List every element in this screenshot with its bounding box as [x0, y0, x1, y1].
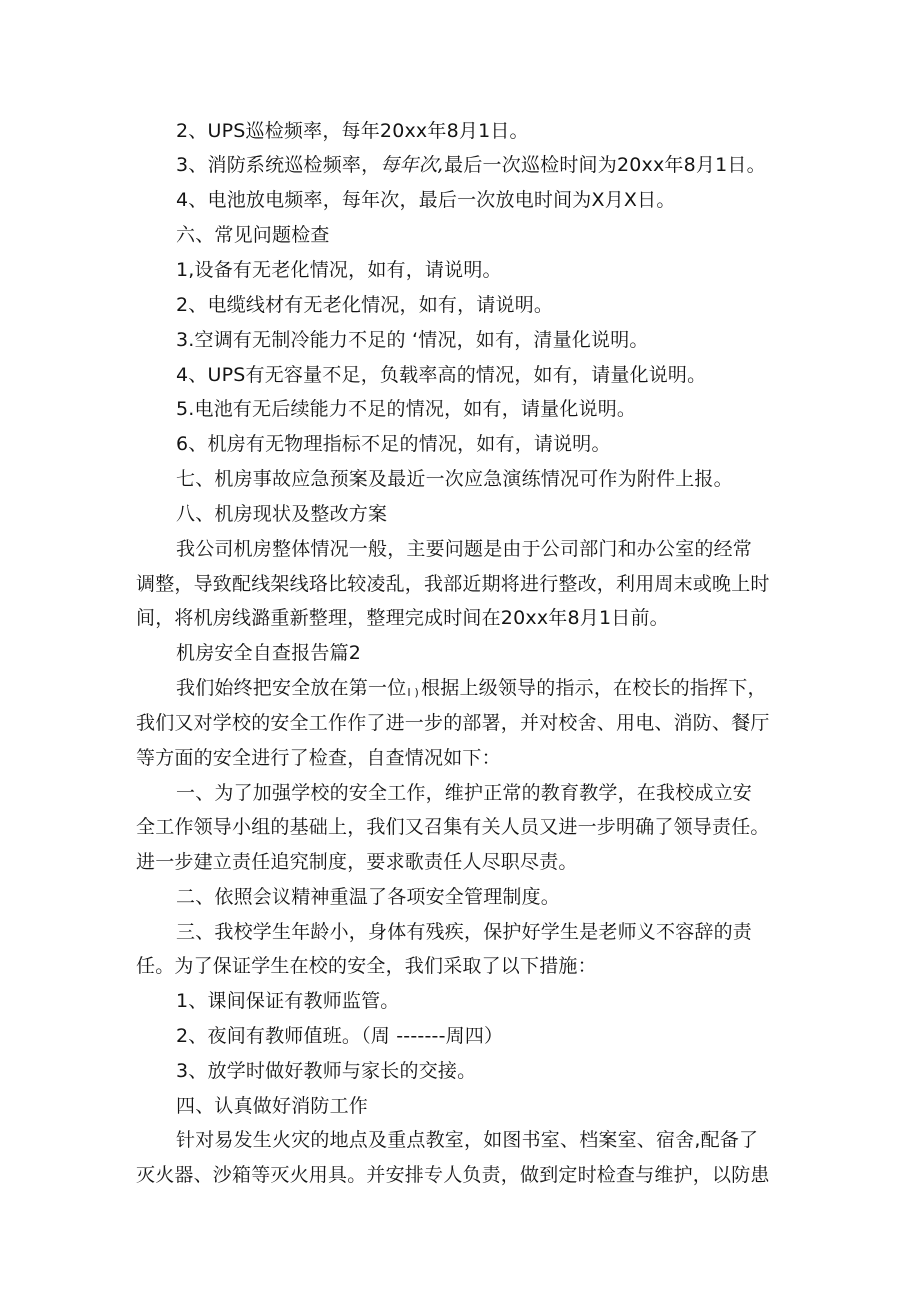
text-segment: 最后一次巡检时间为20xx年8月1日。 [444, 154, 766, 176]
text-line: 进一步建立责任追究制度，要求歌责任人尽职尽责。 [136, 851, 578, 873]
text-line: 2、UPS巡检频率，每年20xx年8月1日。 [176, 120, 529, 142]
text-line: 1,设备有无老化情况，如有，请说明。 [176, 259, 502, 281]
text-line: 2、电缆线材有无老化情况，如有，请说明。 [176, 294, 554, 316]
text-line [176, 675, 767, 704]
text-line: 2、夜间有教师值班。（周 -------周四） [176, 1025, 504, 1047]
text-line: 4、电池放电频率，每年次，最后一次放电时间为X月X日。 [176, 189, 676, 211]
section-heading: 八、机房现状及整改方案 [176, 503, 388, 525]
text-line: 3.空调有无制冷能力不足的 ‘情况，如有，清量化说明。 [176, 329, 649, 351]
text-line: 一、为了加强学校的安全工作，维护正常的教育教学，在我校成立安 [176, 782, 753, 804]
text-line: 间，将机房线潞重新整理，整理完成时间在20xx年8月1日前。 [136, 607, 669, 629]
text-line: 全工作领导小组的基础上，我们又召集有关人员又进一步明确了领导责任。 [136, 816, 770, 838]
text-line [176, 152, 766, 178]
section-heading: 六、常见问题检查 [176, 224, 330, 246]
text-line: 任。为了保证学生在校的安全，我们采取了以下措施： [136, 955, 597, 977]
text-line: 3、放学时做好教师与家长的交接。 [176, 1060, 477, 1082]
text-line: 针对易发生火灾的地点及重点教室，如图书室、档案室、宿舍,配备了 [176, 1129, 759, 1151]
section-heading: 四、认真做好消防工作 [176, 1095, 369, 1117]
text-line: 4、UPS有无容量不足，负载率高的情况，如有，请量化说明。 [176, 364, 707, 386]
text-line: 我们又对学校的安全工作作了进一步的部署，并对校舍、用电、消防、餐厅 [136, 712, 770, 734]
section-heading: 七、机房事故应急预案及最近一次应急演练情况可作为附件上报。 [176, 468, 733, 490]
text-segment: 3、消防系统巡检频率， [176, 154, 381, 176]
text-artifact: I ) [407, 686, 420, 699]
text-line: 6、机房有无物理指标不足的情况，如有，请说明。 [176, 433, 611, 455]
text-line: 灭火器、沙箱等灭火用具。并安排专人负责，做到定时检查与维护，以防患 [136, 1164, 770, 1186]
text-line: 等方面的安全进行了检查，自查情况如下： [136, 747, 501, 769]
text-line: 我公司机房整体情况一般，主要问题是由于公司部门和办公室的经常 [176, 538, 753, 560]
text-segment: 我们始终把安全放在第一位 [176, 677, 407, 699]
text-segment: 根据上级领导的指示，在校长的指挥下， [421, 677, 767, 699]
text-line: 5.电池有无后续能力不足的情况，如有，请量化说明。 [176, 398, 637, 420]
text-line: 三、我校学生年龄小，身体有残疾，保护好学生是老师义不容辞的责 [176, 921, 753, 943]
report-title: 机房安全自查报告篇2 [176, 642, 362, 664]
text-line: 1、课间保证有教师监管。 [176, 990, 400, 1012]
text-line: 调整，导致配线架线珞比较凌乱，我部近期将进行整改，利用周末或晚上时 [136, 573, 770, 595]
text-line: 二、依照会议精神重温了各项安全管理制度。 [176, 886, 561, 908]
text-segment-italic: 每年次, [380, 154, 445, 176]
